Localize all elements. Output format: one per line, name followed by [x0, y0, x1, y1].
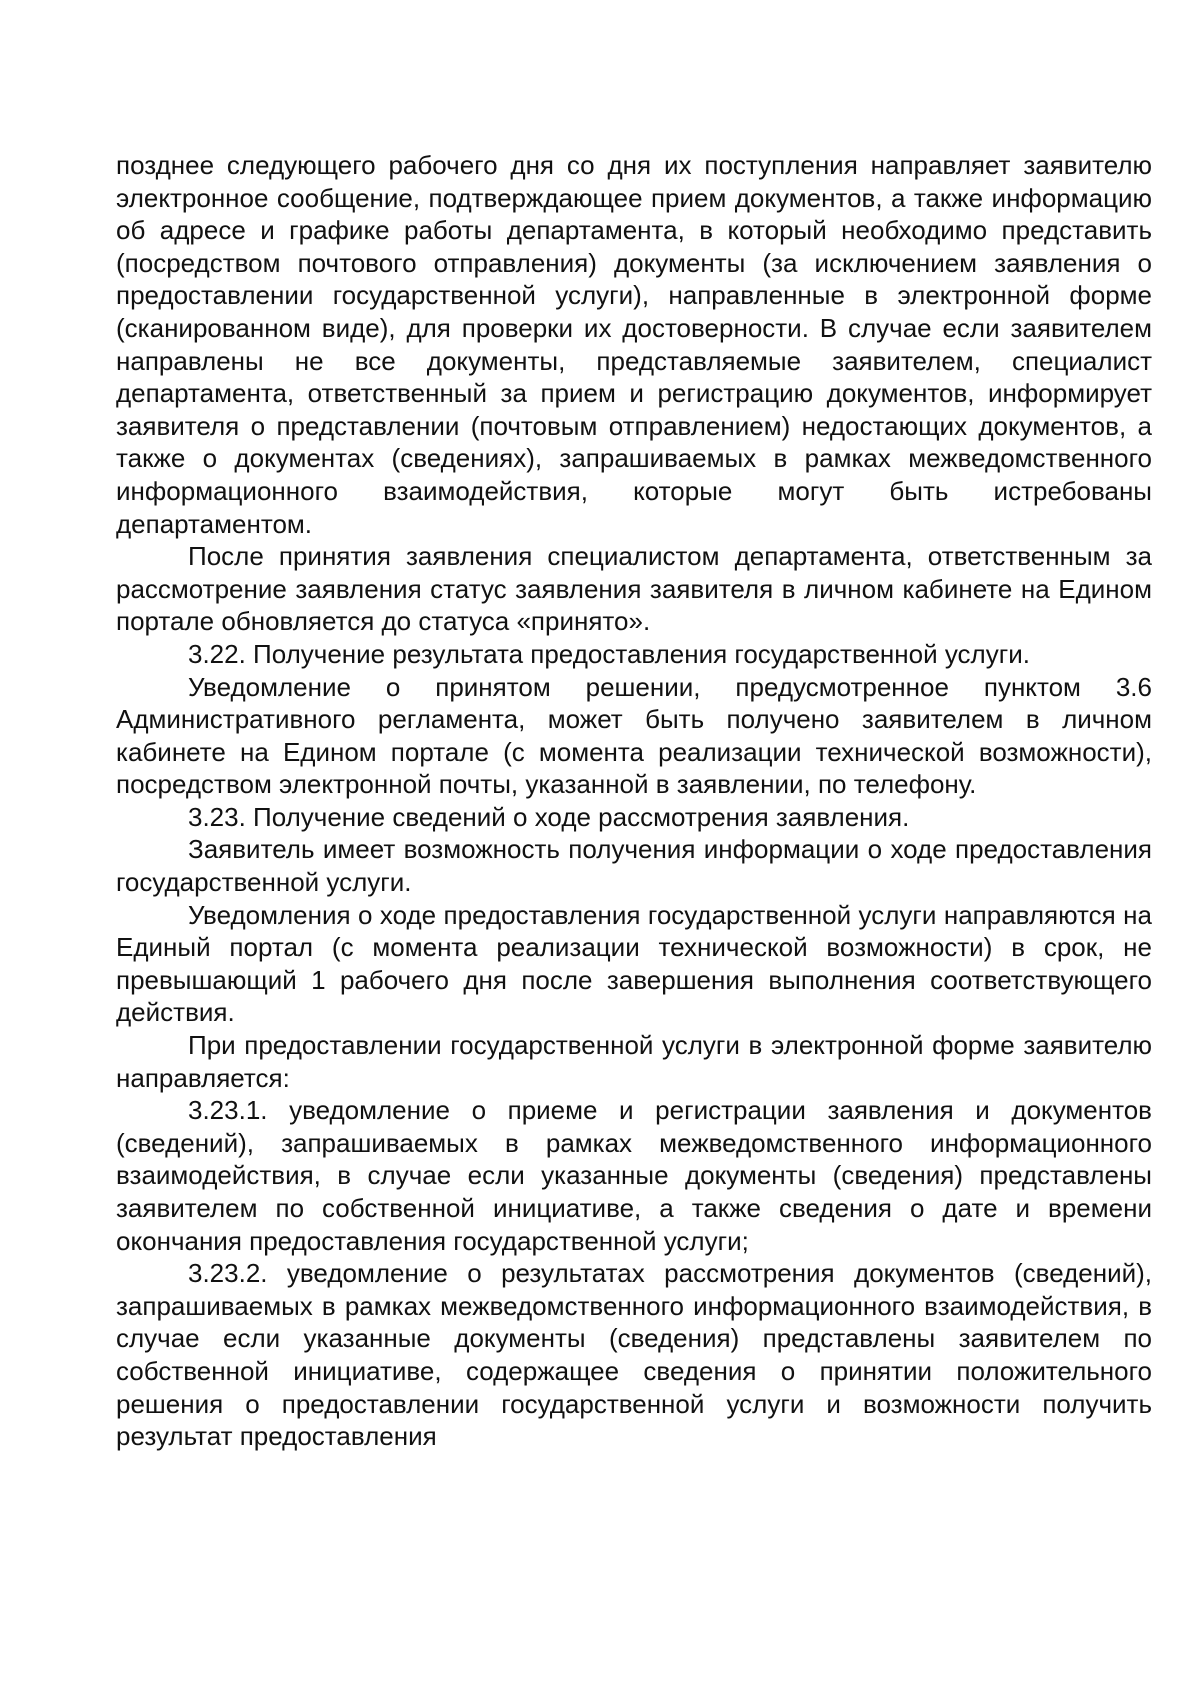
paragraph-progress-notices: Уведомления о ходе предоставления государственной услуги направляются на Единый портал (с момента реализации технической возможности) в срок, не превышающий 1 рабочего дня после завершения выполнения соответствующего действия.	[116, 899, 1152, 1028]
list-item-3-23-1: 3.23.1. уведомление о приеме и регистрации заявления и документов (сведений), запрашиваемых в рамках межведомственного информационного взаимодействия, в случае если указанные документы (сведения) представлены заявителем по собственной инициативе, а также сведения о дате и времени окончания предоставления государственной услуги;	[116, 1095, 1152, 1256]
paragraph-continuation: позднее следующего рабочего дня со дня их поступления направляет заявителю электронное сообщение, подтверждающее прием документов, а также информацию об адресе и графике работы департамента, в который необходимо представить (посредством почтового отправления) документы (за исключением заявления о предоставлении государственной услуги), направленные в электронной форме (сканированном виде), для проверки их достоверности. В случае если заявителем направлены не все документы, представляемые заявителем, специалист департамента, ответственный за прием и регистрацию документов, информирует заявителя о представлении (почтовым отправлением) недостающих документов, а также о документах (сведениях), запрашиваемых в рамках межведомственного информационного взаимодействия, которые могут быть истребованы департаментом.	[116, 150, 1152, 539]
paragraph-decision-notice: Уведомление о принятом решении, предусмотренное пунктом 3.6 Административного регламента, может быть получено заявителем в личном кабинете на Едином портале (с момента реализации технической возможности), посредством электронной почты, указанной в заявлении, по телефону.	[116, 671, 1152, 800]
list-item-3-23-2: 3.23.2. уведомление о результатах рассмотрения документов (сведений), запрашиваемых в рамках межведомственного информационного взаимодействия, в случае если указанные документы (сведения) представлены заявителем по собственной инициативе, содержащее сведения о принятии положительного решения о предоставлении государственной услуги и возможности получить результат предоставления	[116, 1258, 1152, 1452]
paragraph-electronic-form: При предоставлении государственной услуги в электронной форме заявителю направляется:	[116, 1030, 1152, 1093]
section-heading-3-22: 3.22. Получение результата предоставления государственной услуги.	[188, 638, 1030, 669]
paragraph-status-update: После принятия заявления специалистом департамента, ответственным за рассмотрение заявления статус заявления заявителя в личном кабинете на Едином портале обновляется до статуса «принято».	[116, 541, 1152, 637]
section-heading-3-23: 3.23. Получение сведений о ходе рассмотрения заявления.	[188, 801, 910, 832]
paragraph-applicant-info: Заявитель имеет возможность получения информации о ходе предоставления государственной услуги.	[116, 834, 1152, 898]
document-page	[116, 149, 1152, 1453]
